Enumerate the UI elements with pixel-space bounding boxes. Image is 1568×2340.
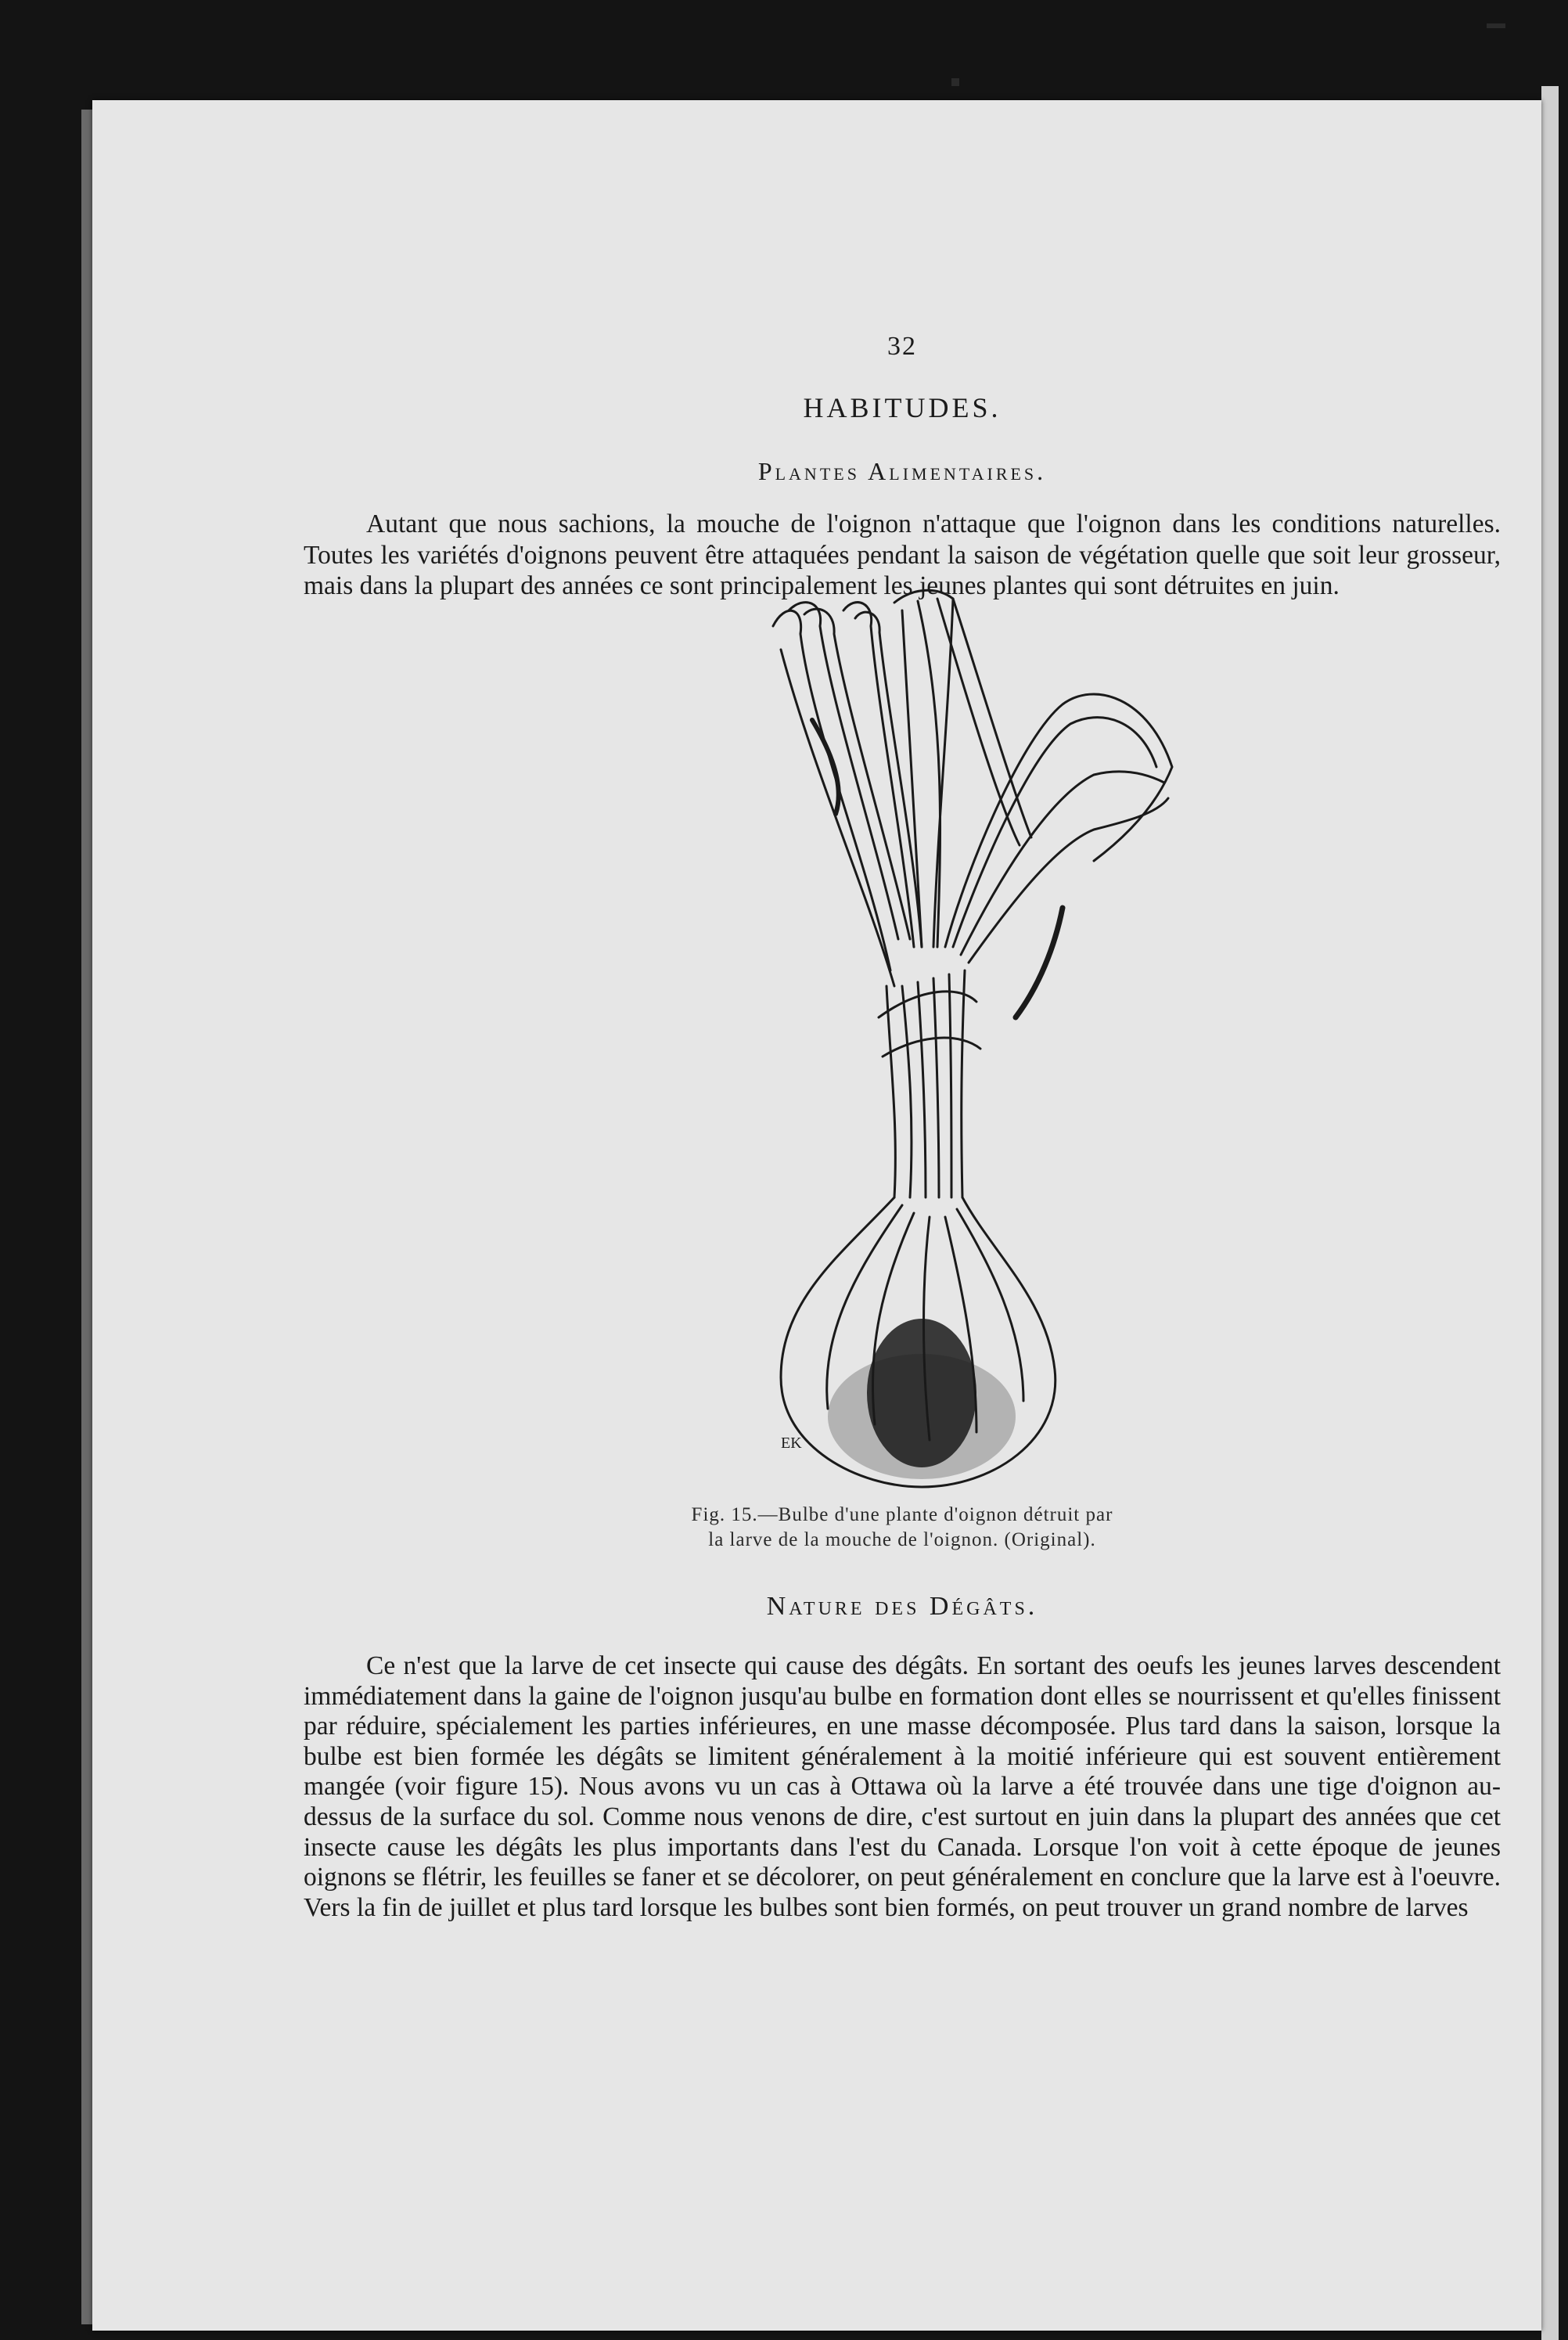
page-edge [1541, 86, 1559, 2340]
paragraph-nature-des-degats: Ce n'est que la larve de cet insecte qui cause des dégâts. En sortant des oeufs les jeunes larves descendent immédiatement dans la gaine de l'oignon jusqu'au bulbe en formation dont elles se nourrissent et qu'elles finissent par réduire, spécialement les parties inférieures, en une masse décomposée. Plus tard dans la saison, lorsque la bulbe est bien formée les dégâts se limitent généralement à la moitié inférieure qui est souvent entièrement mangée (voir figure 15). Nous avons vu un cas à Ottawa où la larve a été trouvée dans une tige d'oignon au-dessus de la surface du sol. Comme nous venons de dire, c'est surtout en juin dans la plupart des années que cet insecte cause les dégâts les plus importants dans l'est du Canada. Lorsque l'on voit à cette époque de jeunes oignons se flétrir, les feuilles se faner et se décolorer, on peut généralement en conclure que la larve est à l'oeuvre. Vers la fin de juillet et plus tard lorsque les bulbes sont bien formés, on peut trouver un grand nombre de larves [304, 1651, 1501, 1922]
scan-border-mark [1487, 23, 1505, 28]
artist-initials: EK [781, 1435, 802, 1452]
paragraph-habitudes: Autant que nous sachions, la mouche de l'oignon n'attaque que l'oignon dans les conditions naturelles. Toutes les variétés d'oignons peuvent être attaquées pendant la saison de végétation quelle que soit leur grosseur, mais dans la plupart des années ce sont principalement les jeunes plantes qui sont détruites en juin. [304, 509, 1501, 600]
subsection-title-degats: Nature des Dégâts. [766, 1592, 1038, 1621]
section-title: HABITUDES. [803, 392, 1002, 423]
figure-caption [304, 1503, 1501, 1553]
page-spine-shadow [81, 110, 92, 2324]
subsection-title-plantes: Plantes Alimentaires. [757, 457, 1047, 485]
document-page [92, 100, 1541, 2331]
onion-drawing [687, 579, 1188, 1495]
caption-line-2: la larve de la mouche de l'oignon. (Original). [708, 1529, 1096, 1550]
scan-border-mark [951, 78, 959, 86]
caption-line-1: Fig. 15.—Bulbe d'une plante d'oignon détruit par [691, 1504, 1113, 1525]
page-number: 32 [887, 332, 917, 361]
text-column [304, 100, 1501, 2331]
onion-bulb-illustration [687, 579, 1188, 1495]
